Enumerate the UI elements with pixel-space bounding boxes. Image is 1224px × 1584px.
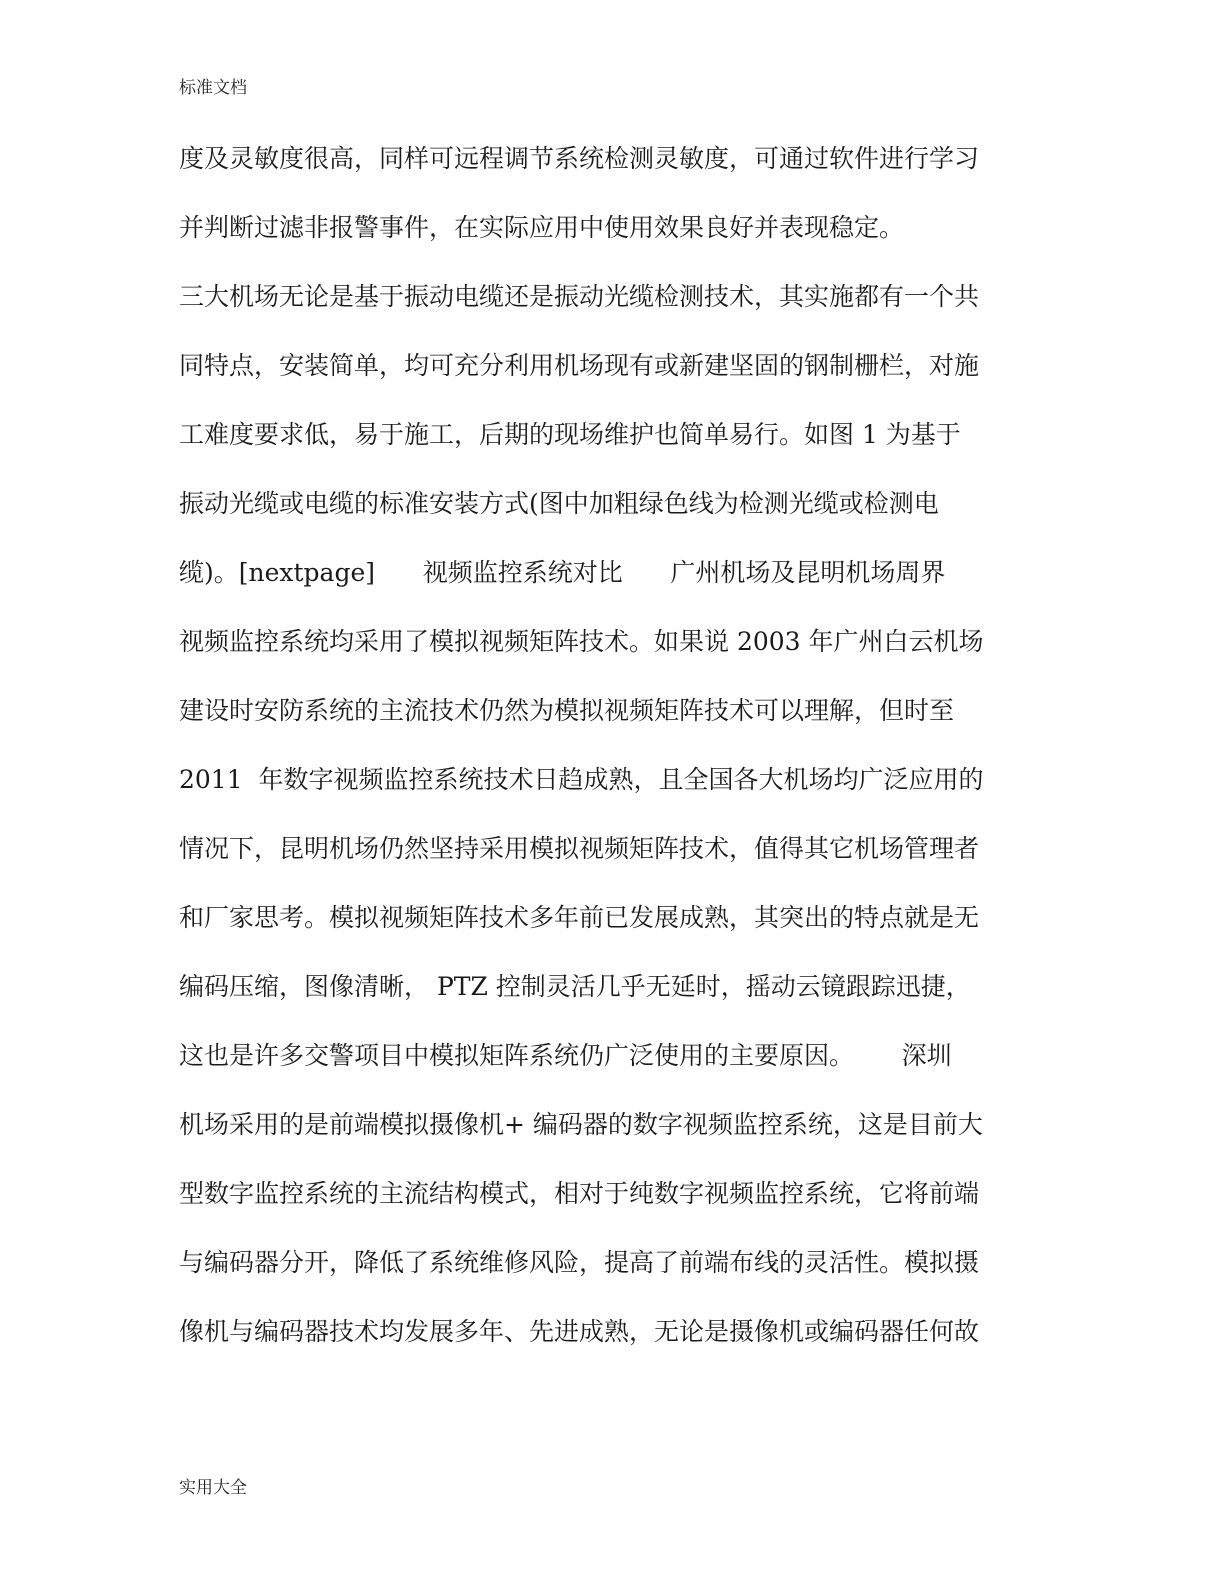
text-line: 三大机场无论是基于振动电缆还是振动光缆检测技术，其实施都有一个共 bbox=[179, 282, 980, 311]
text-line: 同特点，安装简单，均可充分利用机场现有或新建坚固的钢制栅栏，对施 bbox=[179, 351, 980, 380]
text-line: 像机与编码器技术均发展多年、先进成熟，无论是摄像机或编码器任何故 bbox=[179, 1317, 980, 1346]
text-line: 工难度要求低，易于施工，后期的现场维护也简单易行。如图 1 为基于 bbox=[179, 420, 961, 449]
text-line: 编码压缩，图像清晰， PTZ 控制灵活几乎无延时，摇动云镜跟踪迅捷， bbox=[179, 972, 971, 1001]
page-footer: 实用大全 bbox=[179, 1478, 247, 1498]
text-line: 这也是许多交警项目中模拟矩阵系统仍广泛使用的主要原因。 深圳 bbox=[179, 1041, 952, 1070]
text-line: 与编码器分开，降低了系统维修风险，提高了前端布线的灵活性。模拟摄 bbox=[179, 1248, 980, 1277]
text-line: 2011 年数字视频监控系统技术日趋成熟，且全国各大机场均广泛应用的 bbox=[179, 765, 984, 794]
text-line: 视频监控系统均采用了模拟视频矩阵技术。如果说 2003 年广州白云机场 bbox=[179, 627, 984, 656]
body-text bbox=[179, 140, 1039, 1382]
text-line: 情况下，昆明机场仍然坚持采用模拟视频矩阵技术，值得其它机场管理者 bbox=[179, 834, 980, 863]
text-line: 和厂家思考。模拟视频矩阵技术多年前已发展成熟，其突出的特点就是无 bbox=[179, 903, 980, 932]
page-header: 标准文档 bbox=[179, 78, 247, 98]
text-line: 振动光缆或电缆的标准安装方式(图中加粗绿色线为检测光缆或检测电 bbox=[179, 489, 939, 518]
text-line: 建设时安防系统的主流技术仍然为模拟视频矩阵技术可以理解，但时至 bbox=[179, 696, 955, 725]
text-line: 缆)。[nextpage] 视频监控系统对比 广州机场及昆明机场周界 bbox=[179, 558, 946, 587]
text-line: 机场采用的是前端模拟摄像机+ 编码器的数字视频监控系统，这是目前大 bbox=[179, 1110, 983, 1139]
text-line: 型数字监控系统的主流结构模式，相对于纯数字视频监控系统，它将前端 bbox=[179, 1179, 980, 1208]
text-line: 并判断过滤非报警事件，在实际应用中使用效果良好并表现稳定。 bbox=[179, 213, 905, 242]
text-line: 度及灵敏度很高，同样可远程调节系统检测灵敏度，可通过软件进行学习 bbox=[179, 144, 980, 173]
